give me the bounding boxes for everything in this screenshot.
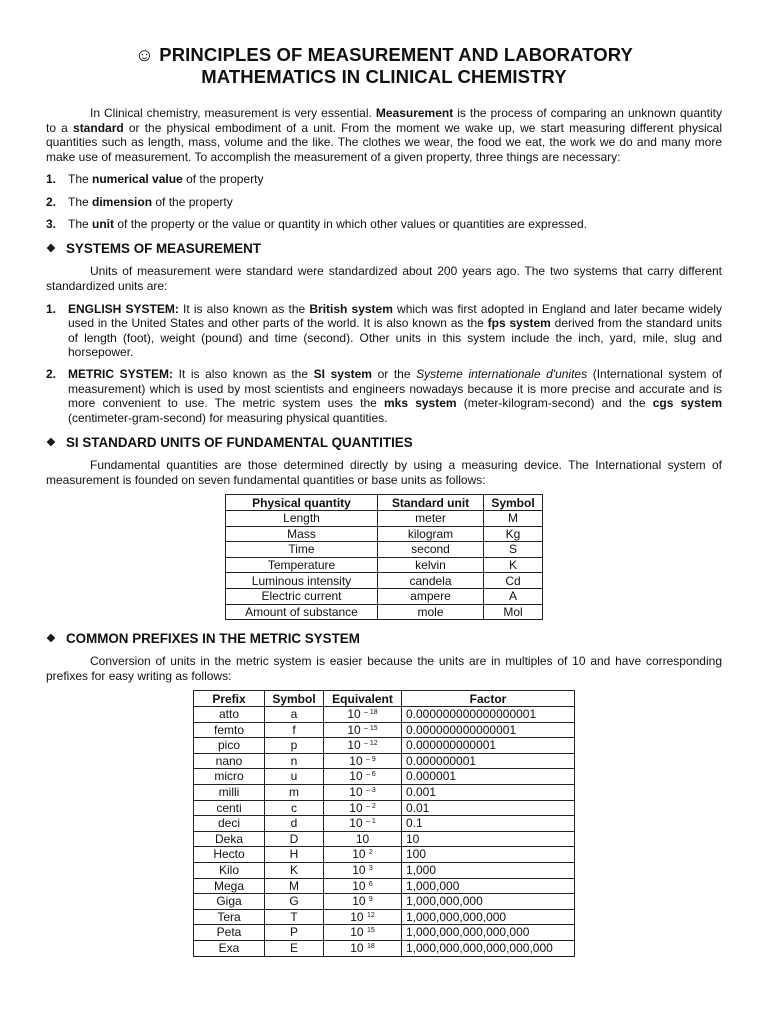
symbol-cell: m <box>265 784 324 800</box>
table-row <box>194 784 575 800</box>
symbol-cell: G <box>265 894 324 910</box>
si-units-table <box>225 494 543 620</box>
equivalent-cell: 10 $^{- 18}$ <box>324 707 402 723</box>
factor-cell: 0.1 <box>402 816 575 832</box>
list-item: 2. The dimension of the property <box>46 194 233 209</box>
list-item: 3. The unit of the property or the value or quantity in which other values or quantities are expressed. <box>46 216 587 231</box>
diamond-bullet-icon: ❖ <box>46 243 56 256</box>
factor-cell: 0.000000000000000001 <box>402 707 575 723</box>
table-row: Amount of substance mole Mol <box>226 604 543 620</box>
equivalent-cell: 10 $^{- 6}$ <box>324 769 402 785</box>
prefix-cell: femto <box>194 722 265 738</box>
equivalent-cell: 10 $^{- 9}$ <box>324 753 402 769</box>
symbol-cell: H <box>265 847 324 863</box>
table-row: Electric current ampere A <box>226 589 543 605</box>
table-row: Temperature kelvin K <box>226 557 543 573</box>
equivalent-cell: 10 $^{- 1}$ <box>324 816 402 832</box>
smiley-icon: ☺ <box>135 44 155 65</box>
list-item: 1. The numerical value of the property <box>46 172 264 187</box>
symbol-cell: c <box>265 800 324 816</box>
table-row <box>194 925 575 941</box>
table-row <box>194 753 575 769</box>
equivalent-cell: 10 $^{- 12}$ <box>324 738 402 754</box>
prefixes-table <box>193 690 575 956</box>
table-row <box>194 816 575 832</box>
symbol-cell: u <box>265 769 324 785</box>
symbol-cell: d <box>265 816 324 832</box>
intro-paragraph: In Clinical chemistry, measurement is very essential. Measurement is the process of comparing an unknown quantity to a standard or the physical embodiment of a unit. From the moment we wake up, we start measuring different physical quantities such as length, mass, volume and the like. The clothes we wear, the food we eat, the work we do and many more make use of measurement. To accomplish the measurement of a given property, three things are necessary: <box>46 106 723 164</box>
factor-cell: 0.000001 <box>402 769 575 785</box>
systems-intro: Units of measurement were standard were standardized about 200 years ago. The two systems that carry different standardized units are: <box>46 264 722 293</box>
prefix-cell: Deka <box>194 831 265 847</box>
table-row <box>194 831 575 847</box>
factor-cell: 1,000,000,000,000 <box>402 909 575 925</box>
factor-cell: 1,000,000 <box>402 878 575 894</box>
table-row <box>194 878 575 894</box>
section-heading-systems: ❖ SYSTEMS OF MEASUREMENT <box>46 241 261 257</box>
list-item-english-system: 1. ENGLISH SYSTEM: It is also known as the British system which was first adopted in England and later became widely used in the United States and other parts of the world. It is also known as the fps system derived from the standard units of length (foot), weight (pound) and time (second). Other units in this system include the inch, yard, mile, slug and horsepower. <box>46 301 722 360</box>
table-row <box>194 769 575 785</box>
table-header-row: Prefix Symbol Equivalent Factor <box>194 691 575 707</box>
equivalent-cell: 10 $^9$ <box>324 894 402 910</box>
symbol-cell: M <box>265 878 324 894</box>
equivalent-cell: 10 <box>324 831 402 847</box>
factor-cell: 0.01 <box>402 800 575 816</box>
prefix-cell: Exa <box>194 940 265 956</box>
title-line-1: PRINCIPLES OF MEASUREMENT AND LABORATORY <box>159 44 633 65</box>
equivalent-cell: 10 $^6$ <box>324 878 402 894</box>
table-row <box>194 862 575 878</box>
factor-cell: 1,000,000,000,000,000 <box>402 925 575 941</box>
necessary-list <box>46 172 722 231</box>
prefix-cell: Mega <box>194 878 265 894</box>
factor-cell: 1,000 <box>402 862 575 878</box>
factor-cell: 0.000000000001 <box>402 738 575 754</box>
factor-cell: 10 <box>402 831 575 847</box>
prefix-cell: Peta <box>194 925 265 941</box>
prefixes-intro: Conversion of units in the metric system is easier because the units are in multiples of 10 and have corresponding prefixes for easy writing as follows: <box>46 654 722 683</box>
table-row: Length meter M <box>226 511 543 527</box>
table-row: Time second S <box>226 542 543 558</box>
prefix-cell: Hecto <box>194 847 265 863</box>
table-row <box>194 847 575 863</box>
symbol-cell: f <box>265 722 324 738</box>
list-item-metric-system: 2. METRIC SYSTEM: It is also known as the SI system or the Systeme internationale d'unites (International system of measurement) which is used by most scientists and engineers nowadays because it is more precise and accurate and is more convenient to use. The metric system uses the mks system (meter-kilogram-second) and the cgs system (centimeter-gram-second) for measuring physical quantities. <box>46 366 723 425</box>
table-row: Mass kilogram Kg <box>226 526 543 542</box>
diamond-bullet-icon: ❖ <box>46 437 56 450</box>
section-heading-prefixes: ❖ COMMON PREFIXES IN THE METRIC SYSTEM <box>46 631 360 647</box>
document-title <box>46 44 722 88</box>
prefix-cell: Tera <box>194 909 265 925</box>
systems-list <box>46 302 722 426</box>
prefix-cell: Kilo <box>194 862 265 878</box>
prefix-cell: nano <box>194 753 265 769</box>
prefix-cell: micro <box>194 769 265 785</box>
factor-cell: 0.001 <box>402 784 575 800</box>
equivalent-cell: 10 $^{18}$ <box>324 940 402 956</box>
symbol-cell: a <box>265 707 324 723</box>
equivalent-cell: 10 $^{12}$ <box>324 909 402 925</box>
equivalent-cell: 10 $^3$ <box>324 862 402 878</box>
prefix-cell: centi <box>194 800 265 816</box>
prefix-cell: milli <box>194 784 265 800</box>
factor-cell: 0.000000001 <box>402 753 575 769</box>
symbol-cell: n <box>265 753 324 769</box>
table-row <box>194 722 575 738</box>
equivalent-cell: 10 $^{- 15}$ <box>324 722 402 738</box>
equivalent-cell: 10 $^{- 3}$ <box>324 784 402 800</box>
equivalent-cell: 10 $^{- 2}$ <box>324 800 402 816</box>
factor-cell: 100 <box>402 847 575 863</box>
equivalent-cell: 10 $^2$ <box>324 847 402 863</box>
table-header-row: Physical quantity Standard unit Symbol <box>226 495 543 511</box>
table-row <box>194 738 575 754</box>
table-row <box>194 707 575 723</box>
prefix-cell: pico <box>194 738 265 754</box>
table-row <box>194 940 575 956</box>
factor-cell: 0.000000000000001 <box>402 722 575 738</box>
table-row <box>194 909 575 925</box>
title-line-2: MATHEMATICS IN CLINICAL CHEMISTRY <box>201 66 567 87</box>
symbol-cell: D <box>265 831 324 847</box>
prefix-cell: atto <box>194 707 265 723</box>
symbol-cell: K <box>265 862 324 878</box>
symbol-cell: E <box>265 940 324 956</box>
diamond-bullet-icon: ❖ <box>46 633 56 646</box>
document-page <box>46 44 722 957</box>
factor-cell: 1,000,000,000 <box>402 894 575 910</box>
table-row: Luminous intensity candela Cd <box>226 573 543 589</box>
symbol-cell: P <box>265 925 324 941</box>
prefix-cell: deci <box>194 816 265 832</box>
prefix-cell: Giga <box>194 894 265 910</box>
table-row <box>194 894 575 910</box>
symbol-cell: T <box>265 909 324 925</box>
factor-cell: 1,000,000,000,000,000,000 <box>402 940 575 956</box>
si-intro: Fundamental quantities are those determined directly by using a measuring device. The International system of measurement is founded on seven fundamental quantities or base units as follows: <box>46 458 722 487</box>
symbol-cell: p <box>265 738 324 754</box>
equivalent-cell: 10 $^{15}$ <box>324 925 402 941</box>
section-heading-si-units: ❖ SI STANDARD UNITS OF FUNDAMENTAL QUANTITIES <box>46 435 413 451</box>
table-row <box>194 800 575 816</box>
